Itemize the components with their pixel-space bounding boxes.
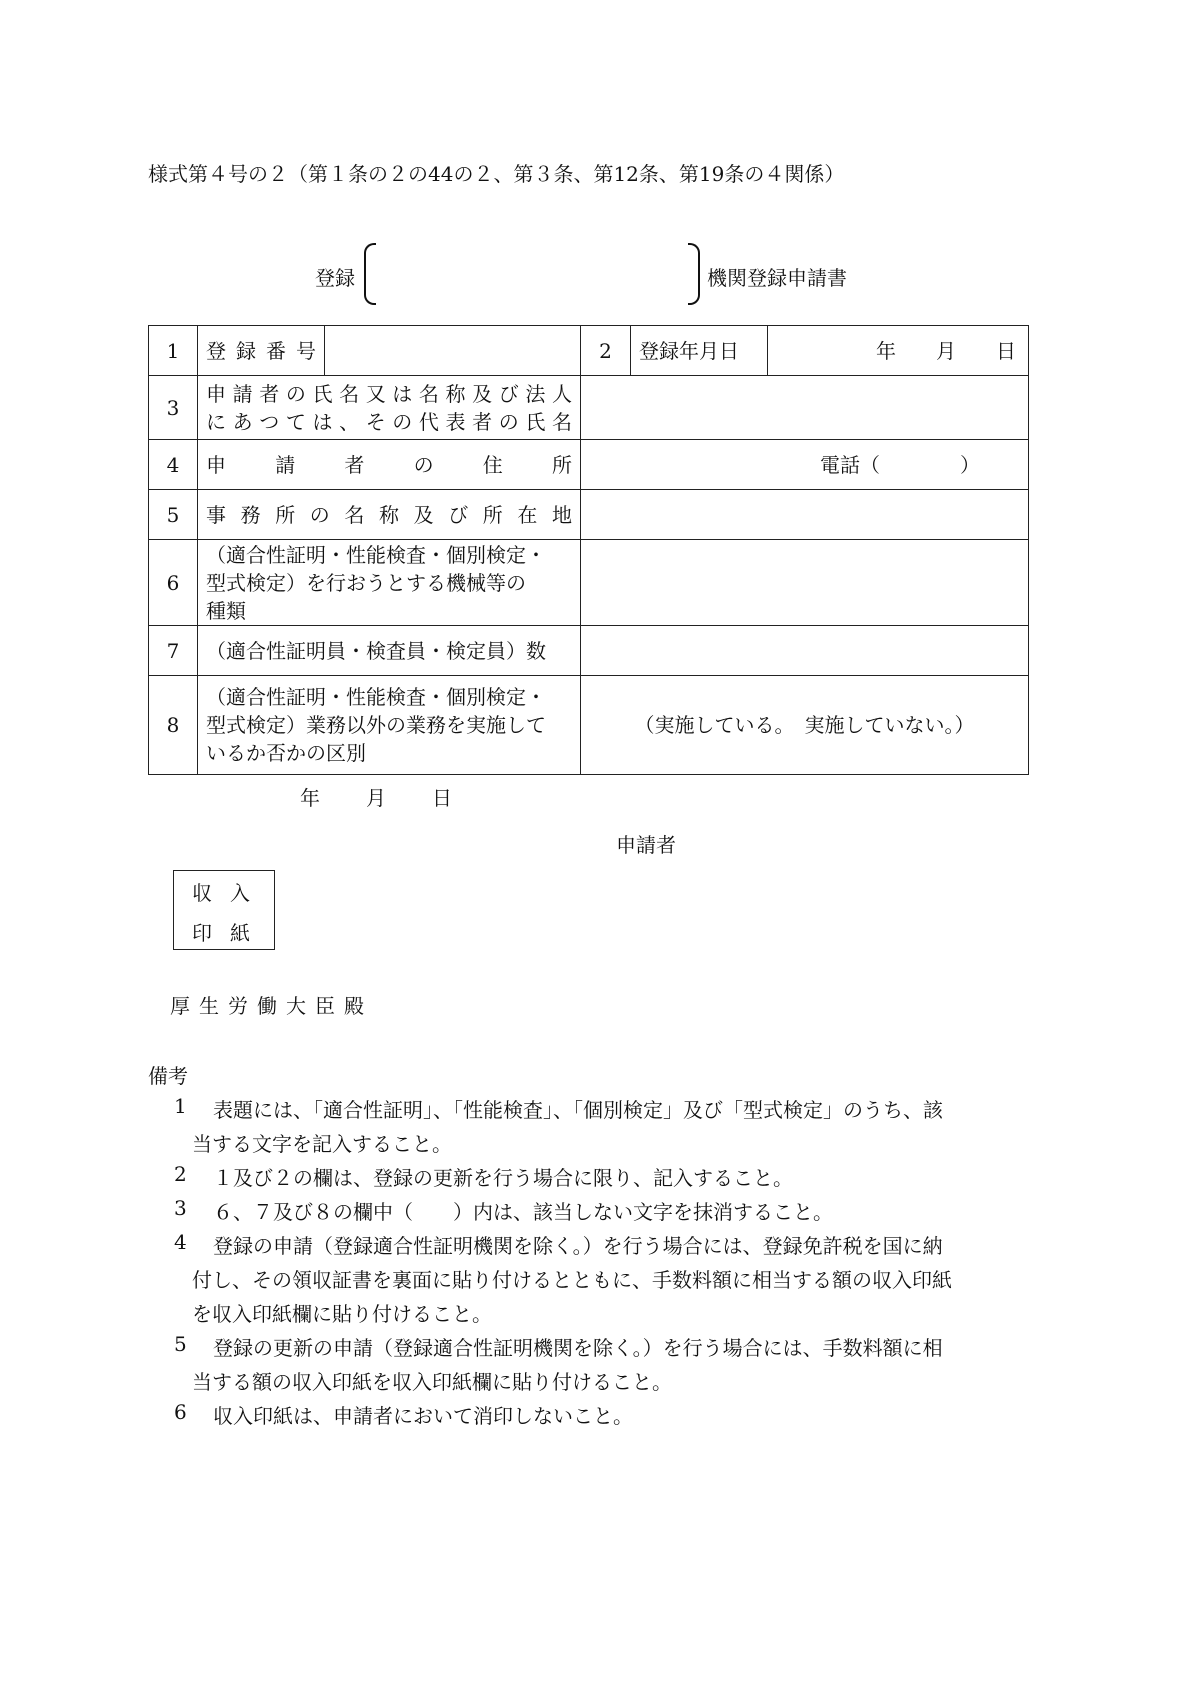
note-text: 登録の更新の申請（登録適合性証明機関を除く。）を行う場合には、手数料額に相 [213,1336,943,1360]
row-number: 2 [581,326,631,376]
note-number: 2 [174,1162,187,1186]
table-row [149,490,1029,540]
revenue-stamp-box[interactable] [173,870,275,950]
table-row [149,326,1029,376]
applicant-address-field[interactable] [581,440,1029,490]
table-row [149,540,1029,626]
application-table [148,325,1029,775]
other-business-label [198,676,581,775]
note-text: 登録の申請（登録適合性証明機関を除く。）を行う場合には、登録免許税を国に納 [213,1234,943,1258]
note-text: を収入印紙欄に貼り付けること。 [192,1302,492,1326]
telephone-label: 電話（ [820,452,880,477]
label-line: （適合性証明・性能検査・個別検定・ [206,542,546,567]
row-number: 8 [149,676,198,775]
registration-number-field[interactable] [325,326,581,376]
label-line: いるか否かの区別 [206,741,366,765]
applicant-label: 申請者 [616,833,676,857]
note-text: 当する文字を記入すること。 [192,1132,452,1156]
table-row [149,440,1029,490]
other-business-choice[interactable]: （実施している。 実施していない。） [581,676,1029,775]
row-number: 6 [149,540,198,626]
note-text: 付し、その領収証書を裏面に貼り付けるとともに、手数料額に相当する額の収入印紙 [192,1268,952,1292]
note-number: 5 [174,1332,187,1356]
label-line: 型式検定）業務以外の業務を実施して [206,713,546,737]
note-number: 1 [174,1094,187,1118]
year-label: 年 [876,338,896,363]
day-label: 日 [996,338,1016,363]
row-number: 5 [149,490,198,540]
table-row [149,376,1029,440]
stamp-label-line: 印紙 [192,921,268,945]
note-number: 3 [174,1196,187,1220]
label-line: 申請者の氏名又は名称及び法人 [206,381,572,406]
table-row [149,676,1029,775]
telephone-close: ） [960,452,980,477]
row-number: 3 [149,376,198,440]
note-text: 当する額の収入印紙を収入印紙欄に貼り付けること。 [192,1370,672,1394]
note-number: 4 [174,1230,187,1254]
label-line: にあつては、その代表者の氏名 [206,409,572,434]
registration-date-field[interactable] [768,326,1029,376]
note-text: 収入印紙は、申請者において消印しないこと。 [213,1404,633,1428]
applicant-name-field[interactable] [581,376,1029,440]
machine-type-label [198,540,581,626]
month-label: 月 [936,338,956,363]
form-identifier: 様式第４号の２（第１条の２の44の２、第３条、第12条、第19条の４関係） [148,162,845,186]
telephone-field[interactable] [880,451,960,479]
note-text: ６、７及び８の欄中（ ）内は、該当しない文字を抹消すること。 [213,1200,833,1224]
date-year: 年 [300,786,320,810]
date-month: 月 [366,786,386,810]
note-number: 6 [174,1400,187,1424]
registration-number-label: 登録番号 [198,326,325,376]
office-name-location-field[interactable] [581,490,1029,540]
staff-count-field[interactable] [581,626,1029,676]
note-text: 表題には、「適合性証明」、「性能検査」、「個別検定」及び「型式検定」のうち、該 [213,1098,943,1122]
row-number: 4 [149,440,198,490]
date-day: 日 [432,786,452,810]
table-row [149,626,1029,676]
applicant-address-label: 申請者の住所 [198,440,581,490]
notes-heading: 備考 [148,1064,188,1088]
label-line: 種類 [206,598,246,623]
registration-date-label: 登録年月日 [631,326,768,376]
applicant-name-label [198,376,581,440]
title-bracket-left [364,243,376,305]
row-number: 1 [149,326,198,376]
title-bracket-right [688,243,700,305]
addressee: 厚生労働大臣殿 [170,994,373,1018]
title-prefix: 登録 [315,266,355,290]
label-line: （適合性証明・性能検査・個別検定・ [206,685,546,709]
note-text: １及び２の欄は、登録の更新を行う場合に限り、記入すること。 [213,1166,793,1190]
row-number: 7 [149,626,198,676]
office-name-location-label: 事務所の名称及び所在地 [198,490,581,540]
label-line: 型式検定）を行おうとする機械等の [206,570,526,595]
machine-type-field[interactable] [581,540,1029,626]
staff-count-label: （適合性証明員・検査員・検定員）数 [198,626,581,676]
title-suffix: 機関登録申請書 [707,266,847,290]
stamp-label-line: 収入 [192,881,268,905]
